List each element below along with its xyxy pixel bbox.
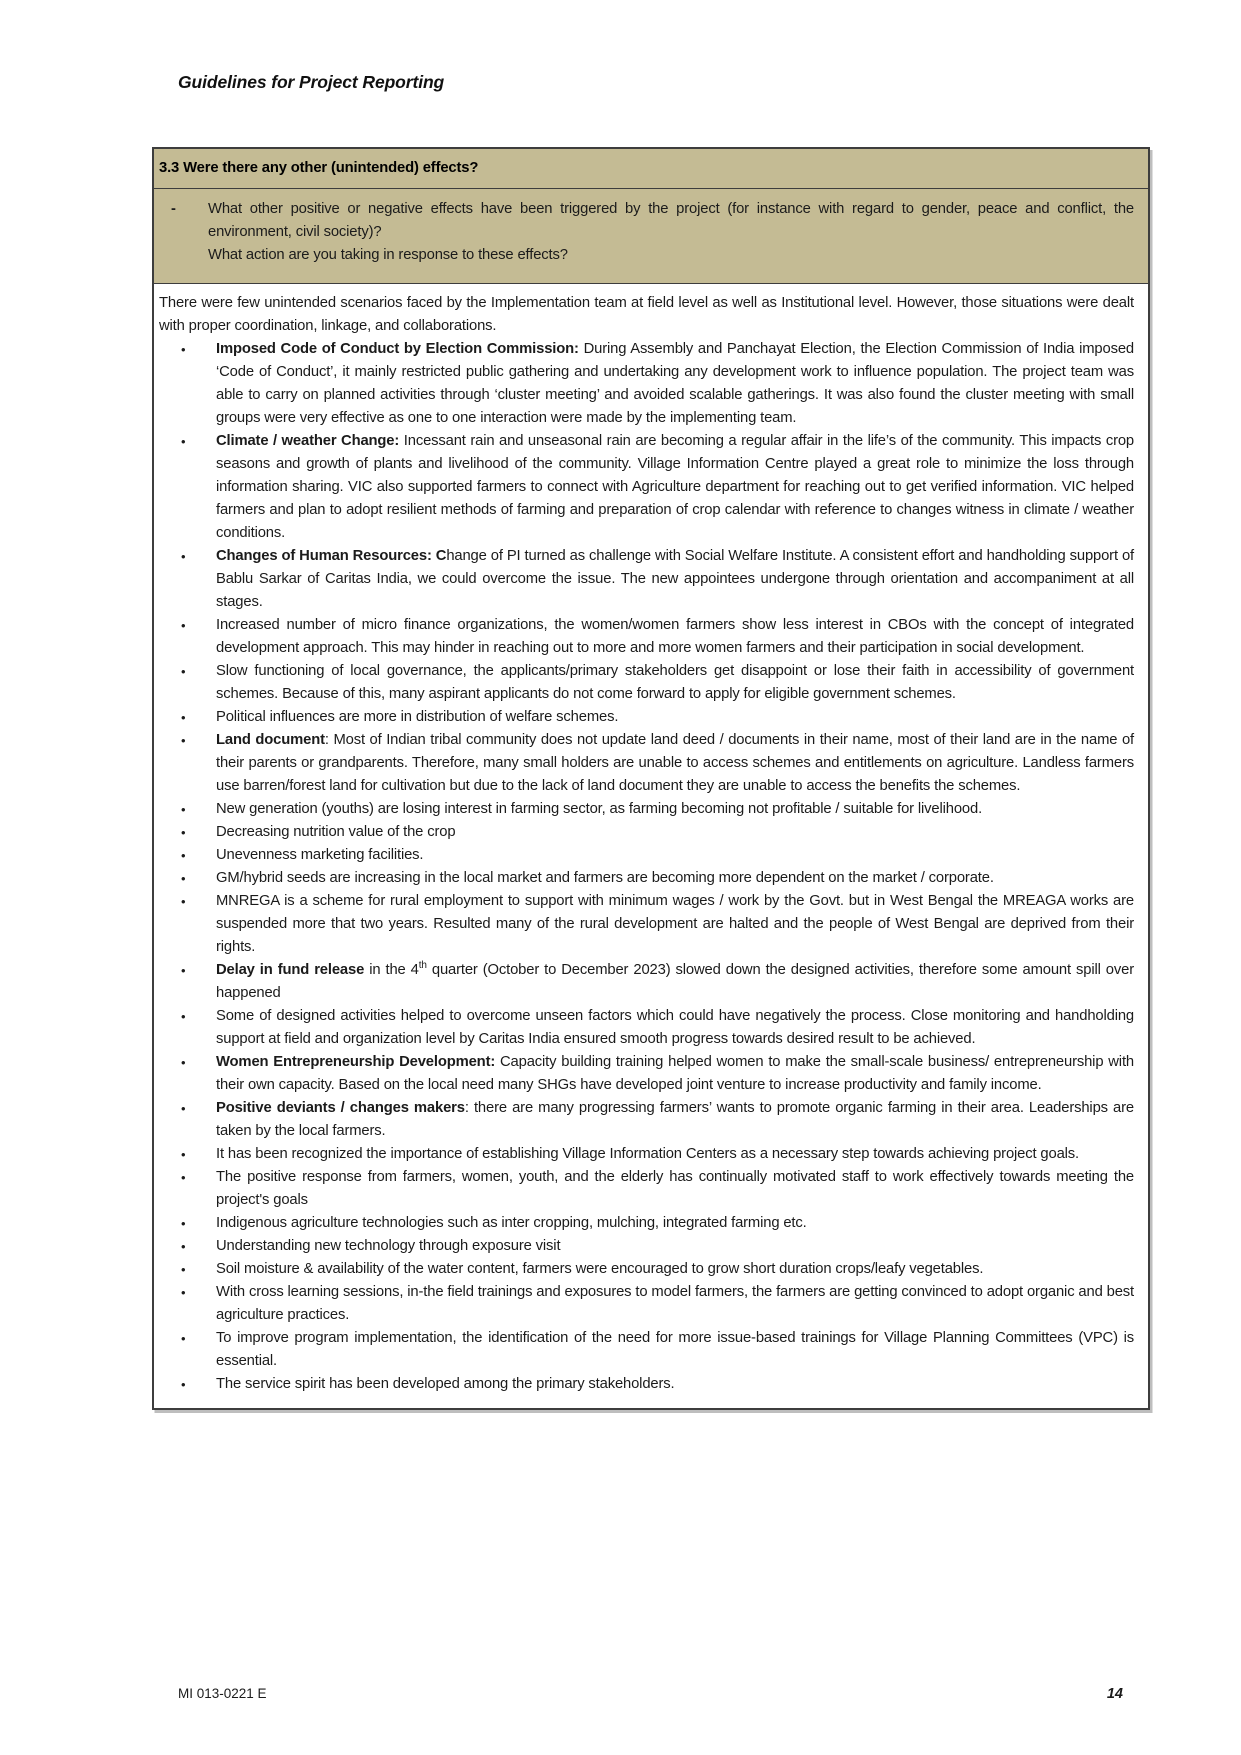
bullet-item bbox=[159, 821, 1134, 844]
bullet-marker-icon: • bbox=[181, 894, 186, 909]
bullet-item bbox=[159, 338, 1134, 430]
bullet-marker-icon: • bbox=[181, 1055, 186, 1070]
dash-bullet: - bbox=[171, 201, 176, 217]
bullet-text-segment: GM/hybrid seeds are increasing in the local market and farmers are becoming more dependent on the market / corporate. bbox=[216, 870, 994, 886]
bullet-text-segment: : there are many progressing farmers’ wants to promote organic farming in their area. Leaderships are taken by the local farmers. bbox=[216, 1100, 1134, 1139]
bullet-text-segment: Slow functioning of local governance, the applicants/primary stakeholders get disappoint or lose their faith in accessibility of government schemes. Because of this, many aspirant applicants do not come forward to apply for eligible government schemes. bbox=[216, 663, 1134, 702]
bullet-item bbox=[159, 798, 1134, 821]
bullet-marker-icon: • bbox=[181, 1262, 186, 1277]
bullet-item bbox=[159, 1143, 1134, 1166]
bullet-item bbox=[159, 430, 1134, 545]
bullet-item bbox=[159, 1005, 1134, 1051]
bullet-item bbox=[159, 1051, 1134, 1097]
bullet-marker-icon: • bbox=[181, 618, 186, 633]
bullet-marker-icon: • bbox=[181, 1377, 186, 1392]
bullet-marker-icon: • bbox=[181, 549, 186, 564]
bullet-text-segment: Capacity building training helped women to make the small-scale business/ entrepreneurship with their own capacity. Based on the local need many SHGs have developed joint venture to increase productivity and family income. bbox=[216, 1054, 1134, 1093]
bullet-text-segment: The positive response from farmers, women, youth, and the elderly has continually motivated staff to work effectively towards meeting the project's goals bbox=[216, 1169, 1134, 1208]
guiding-questions-cell bbox=[154, 189, 1148, 284]
bullet-marker-icon: • bbox=[181, 664, 186, 679]
bullet-marker-icon: • bbox=[181, 342, 186, 357]
bullet-marker-icon: • bbox=[181, 871, 186, 886]
bullet-item bbox=[159, 545, 1134, 614]
bullet-item bbox=[159, 660, 1134, 706]
bullet-text-segment: Some of designed activities helped to overcome unseen factors which could have negatively the process. Close monitoring and handholding support at field and organization level by Caritas India ensured smooth progress towards desired result to be achieved. bbox=[216, 1008, 1134, 1047]
bullet-item bbox=[159, 1327, 1134, 1373]
bullet-item bbox=[159, 1258, 1134, 1281]
bullet-text-segment: New generation (youths) are losing interest in farming sector, as farming becoming not profitable / suitable for livelihood. bbox=[216, 801, 983, 817]
bullet-text-segment: To improve program implementation, the identification of the need for more issue-based trainings for Village Planning Committees (VPC) is essential. bbox=[216, 1330, 1134, 1369]
bullet-marker-icon: • bbox=[181, 1170, 186, 1185]
bullet-text-segment: The service spirit has been developed among the primary stakeholders. bbox=[216, 1376, 675, 1392]
bullet-item bbox=[159, 959, 1134, 1005]
section-title: 3.3 Were there any other (unintended) effects? bbox=[154, 149, 1148, 189]
page-footer bbox=[178, 1686, 1123, 1702]
bullet-item bbox=[159, 1166, 1134, 1212]
bullet-text-segment: quarter (October to December 2023) slowed down the designed activities, therefore some amount spill over happened bbox=[216, 962, 1134, 1001]
bullet-marker-icon: • bbox=[181, 825, 186, 840]
bullet-text-segment: Incessant rain and unseasonal rain are becoming a regular affair in the life’s of the community. This impacts crop seasons and growth of plants and livelihood of the community. Village Information Centre played a great role to minimize the loss through information sharing. VIC also supported farmers to connect with Agriculture department for reaching out to get verified information. VIC helped farmers and plan to adopt resilient methods of farming and preparation of crop calendar with reference to changes witness in climate / weather conditions. bbox=[216, 433, 1135, 541]
bullet-marker-icon: • bbox=[181, 1331, 186, 1346]
bullet-item bbox=[159, 1235, 1134, 1258]
bullet-text-segment: During Assembly and Panchayat Election, the Election Commission of India imposed ‘Code of Conduct’, it mainly restricted public gathering and undertaking any development work to influence population. The project team was able to carry on planned activities through ‘cluster meeting’ and avoided scalable gatherings. It was also found the cluster meeting with small groups were very effective as one to one interaction were made by the implementing team. bbox=[216, 341, 1134, 426]
bullet-text-segment: Changes of Human Resources: C bbox=[216, 548, 447, 564]
bullet-item bbox=[159, 1373, 1134, 1396]
bullet-text-segment: Increased number of micro finance organizations, the women/women farmers show less interest in CBOs with the concept of integrated development approach. This may hinder in reaching out to more and more women farmers and their participation in social development. bbox=[216, 617, 1134, 656]
bullet-text-segment: Positive deviants / changes makers bbox=[216, 1100, 465, 1116]
report-table bbox=[152, 147, 1150, 1410]
bullet-text-segment: Delay in fund release bbox=[216, 962, 365, 978]
bullet-item bbox=[159, 844, 1134, 867]
bullet-text-segment: Understanding new technology through exposure visit bbox=[216, 1238, 561, 1254]
answer-intro: There were few unintended scenarios faced by the Implementation team at field level as well as Institutional level. However, those situations were dealt with proper coordination, linkage, and collaborations. bbox=[159, 295, 1134, 334]
bullet-text-segment: Decreasing nutrition value of the crop bbox=[216, 824, 456, 840]
bullet-marker-icon: • bbox=[181, 848, 186, 863]
bullet-marker-icon: • bbox=[181, 434, 186, 449]
bullet-marker-icon: • bbox=[181, 1216, 186, 1231]
bullet-list bbox=[159, 338, 1134, 1396]
bullet-marker-icon: • bbox=[181, 1009, 186, 1024]
bullet-text-segment: Climate / weather Change: bbox=[216, 433, 404, 449]
bullet-text-segment: MNREGA is a scheme for rural employment to support with minimum wages / work by the Govt. but in West Bengal the MREAGA works are suspended more that two years. Resulted many of the rural development are halted and the people of West Bengal are deprived from their rights. bbox=[216, 893, 1134, 955]
footer-doc-code: MI 013-0221 E bbox=[178, 1686, 267, 1701]
bullet-item bbox=[159, 729, 1134, 798]
bullet-item bbox=[159, 1097, 1134, 1143]
bullet-item bbox=[159, 1212, 1134, 1235]
bullet-marker-icon: • bbox=[181, 802, 186, 817]
bullet-item bbox=[159, 890, 1134, 959]
bullet-marker-icon: • bbox=[181, 963, 186, 978]
guiding-question-line: What other positive or negative effects have been triggered by the project (for instance with regard to gender, peace and conflict, the environment, civil society)? bbox=[208, 201, 1134, 240]
bullet-text-segment: It has been recognized the importance of establishing Village Information Centers as a necessary step towards achieving project goals. bbox=[216, 1146, 1080, 1162]
guiding-question-line: What action are you taking in response to these effects? bbox=[208, 247, 568, 263]
bullet-text-segment: Unevenness marketing facilities. bbox=[216, 847, 424, 863]
bullet-item bbox=[159, 867, 1134, 890]
bullet-item bbox=[159, 706, 1134, 729]
bullet-marker-icon: • bbox=[181, 1147, 186, 1162]
bullet-item bbox=[159, 1281, 1134, 1327]
bullet-item bbox=[159, 614, 1134, 660]
bullet-marker-icon: • bbox=[181, 1285, 186, 1300]
bullet-marker-icon: • bbox=[181, 733, 186, 748]
bullet-text-segment: Imposed Code of Conduct by Election Commission: bbox=[216, 341, 584, 357]
bullet-marker-icon: • bbox=[181, 710, 186, 725]
bullet-text-segment: th bbox=[418, 960, 427, 972]
bullet-text-segment: Political influences are more in distribution of welfare schemes. bbox=[216, 709, 619, 725]
bullet-text-segment: Indigenous agriculture technologies such as inter cropping, mulching, integrated farming etc. bbox=[216, 1215, 807, 1231]
bullet-text-segment: hange of PI turned as challenge with Social Welfare Institute. A consistent effort and handholding support of Bablu Sarkar of Caritas India, we could overcome the issue. The new appointees undergone through orientation and accompaniment at all stages. bbox=[216, 548, 1135, 610]
page-title: Guidelines for Project Reporting bbox=[178, 72, 445, 92]
bullet-text-segment: Women Entrepreneurship Development: bbox=[216, 1054, 500, 1070]
guiding-questions-text bbox=[208, 198, 1134, 267]
bullet-marker-icon: • bbox=[181, 1101, 186, 1116]
bullet-text-segment: Land document bbox=[216, 732, 325, 748]
bullet-text-segment: Soil moisture & availability of the water content, farmers were encouraged to grow short duration crops/leafy vegetables. bbox=[216, 1261, 984, 1277]
answer-cell bbox=[154, 284, 1148, 1408]
bullet-text-segment: : Most of Indian tribal community does not update land deed / documents in their name, most of their land are in the name of their parents or grandparents. Therefore, many small holders are unable to access schemes and entitlements on agriculture. Landless farmers use barren/forest land for cultivation but due to the lack of land document they are unable to access the benefits the schemes. bbox=[216, 732, 1134, 794]
footer-page-number: 14 bbox=[1106, 1686, 1123, 1702]
bullet-text-segment: in the 4 bbox=[364, 962, 419, 978]
bullet-text-segment: With cross learning sessions, in-the field trainings and exposures to model farmers, the farmers are getting convinced to adopt organic and best agriculture practices. bbox=[216, 1284, 1134, 1323]
bullet-marker-icon: • bbox=[181, 1239, 186, 1254]
